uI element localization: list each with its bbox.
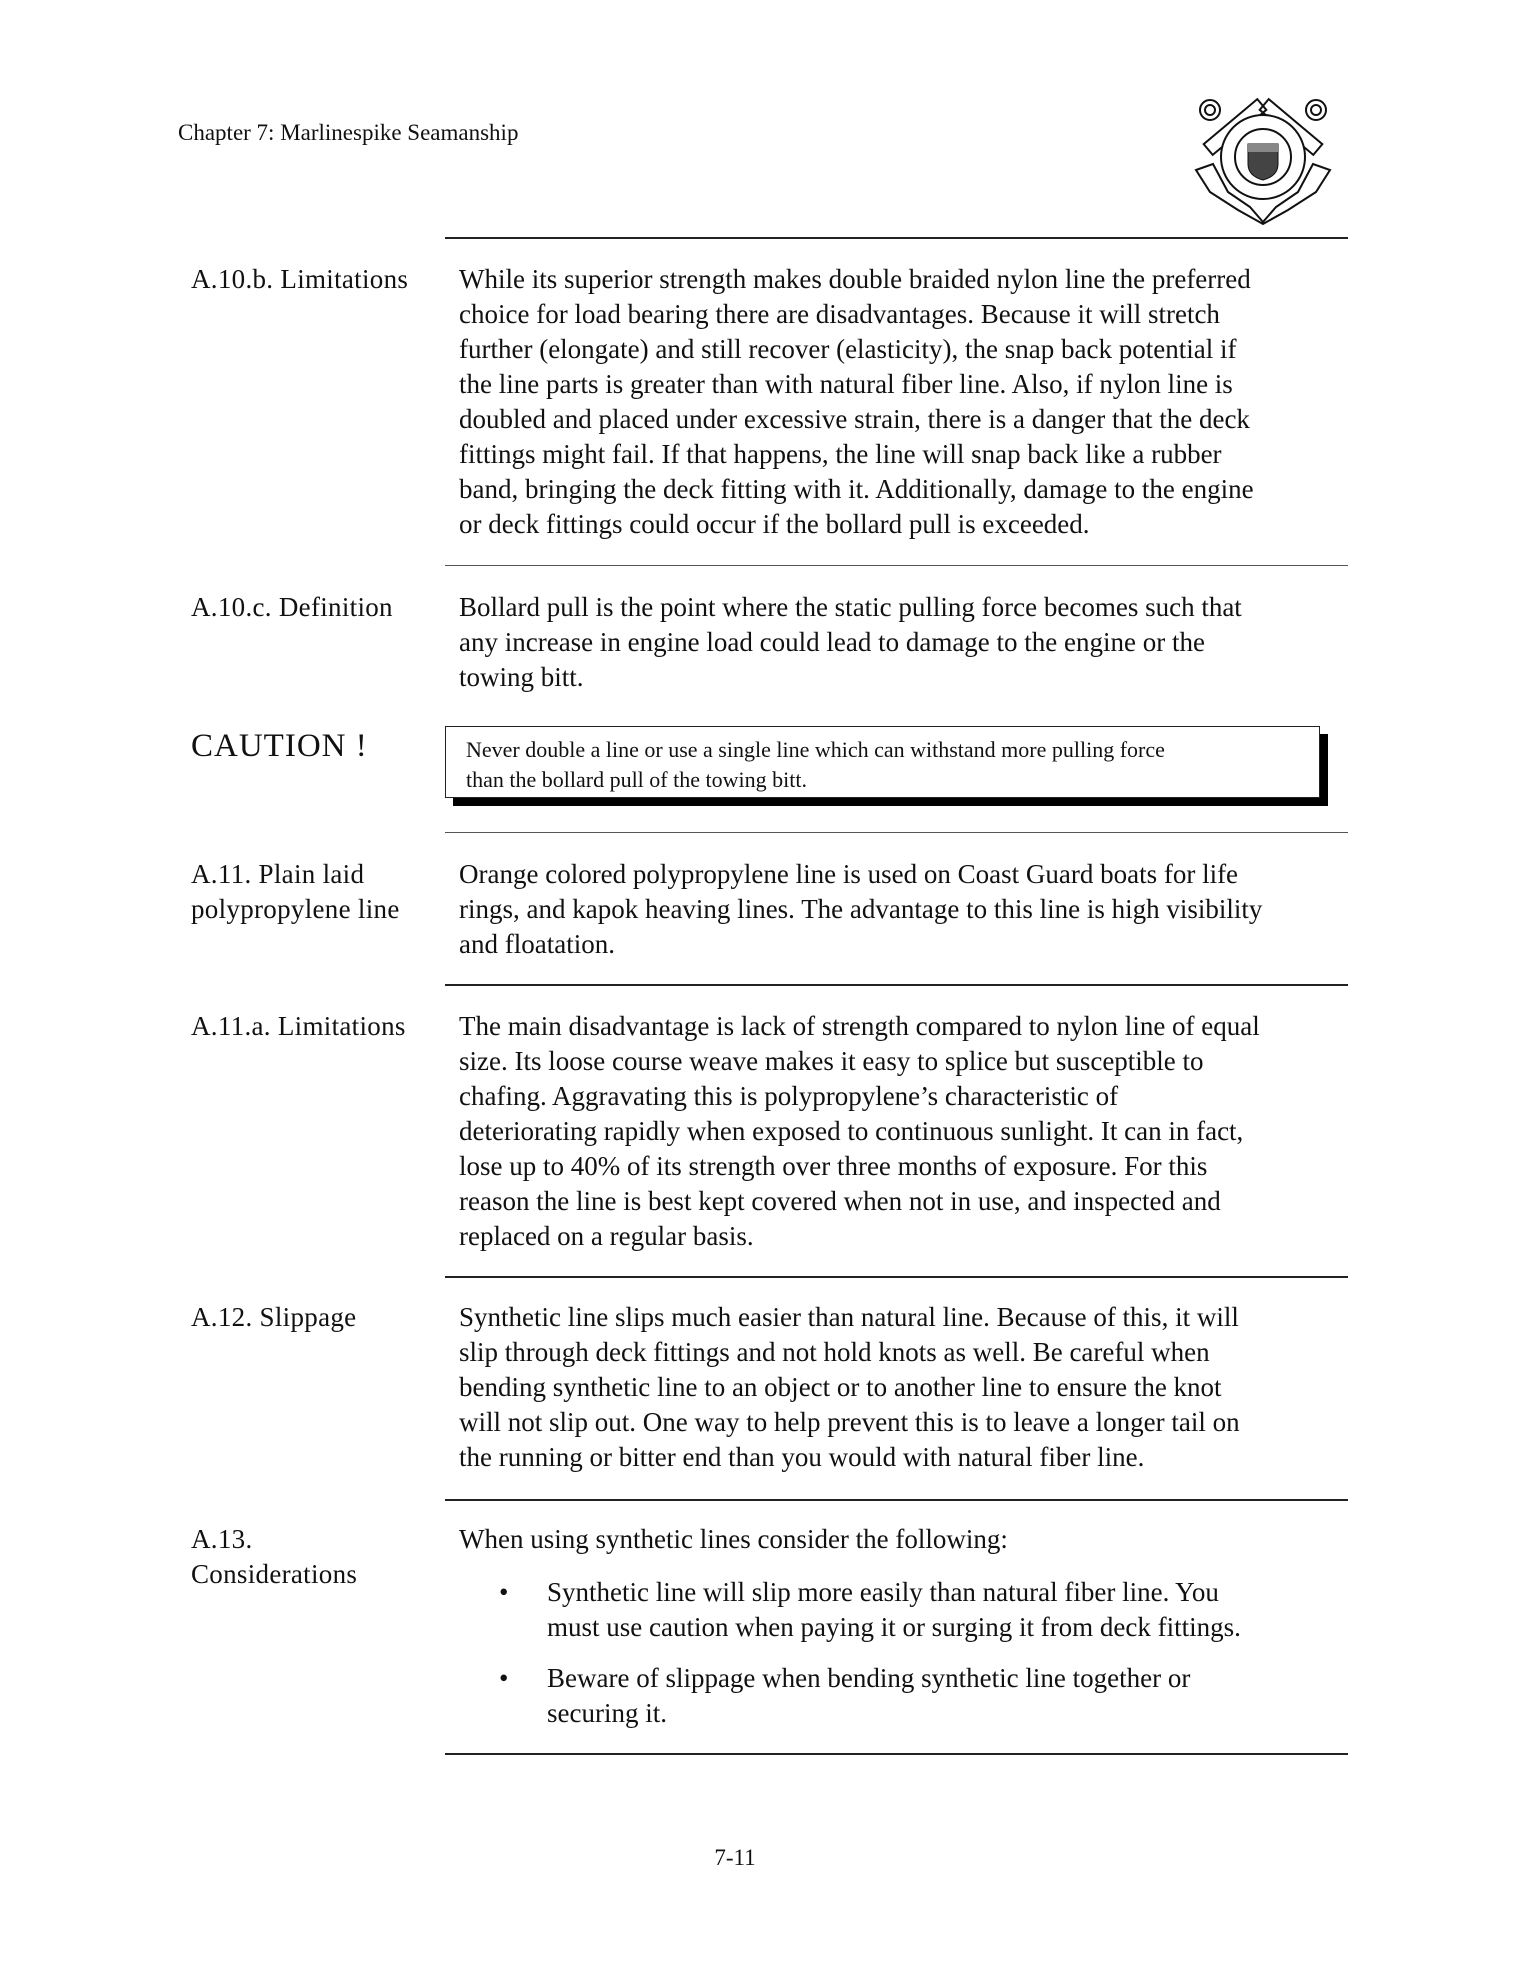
bullet-line: Synthetic line will slip more easily than natural fiber line. You	[547, 1577, 1219, 1607]
text-line: Synthetic line slips much easier than natural line. Because of this, it will	[459, 1302, 1239, 1332]
section-label-a10b	[191, 262, 408, 297]
bullet-item	[459, 1661, 1241, 1731]
text-line: the line parts is greater than with natural fiber line. Also, if nylon line is	[459, 369, 1233, 399]
section-label-a10c	[191, 590, 393, 625]
text-line: Bollard pull is the point where the static pulling force becomes such that	[459, 592, 1242, 622]
text-line: chafing. Aggravating this is polypropylene’s characteristic of	[459, 1081, 1119, 1111]
section-body-a11a	[459, 1009, 1359, 1254]
coast-guard-seal-logo	[1188, 92, 1338, 227]
caution-box	[445, 726, 1320, 798]
text-line: lose up to 40% of its strength over three months of exposure. For this	[459, 1151, 1208, 1181]
text-line: size. Its loose course weave makes it easy to splice but susceptible to	[459, 1046, 1204, 1076]
bullet-list	[459, 1575, 1241, 1747]
text-line: further (elongate) and still recover (elasticity), the snap back potential if	[459, 334, 1237, 364]
text-line: bending synthetic line to an object or to another line to ensure the knot	[459, 1372, 1222, 1402]
label-text: A.10.c. Definition	[191, 592, 393, 622]
section-divider	[445, 1499, 1348, 1501]
section-label-a11	[191, 857, 400, 927]
label-text: A.11.a. Limitations	[191, 1011, 406, 1041]
caution-text	[466, 735, 1165, 795]
label-text: A.11. Plain laid	[191, 859, 365, 889]
bullet-line: must use caution when paying it or surging it from deck fittings.	[547, 1612, 1241, 1642]
text-line: band, bringing the deck fitting with it. Additionally, damage to the engine	[459, 474, 1254, 504]
section-body-a10c	[459, 590, 1359, 695]
text-line: rings, and kapok heaving lines. The advantage to this line is high visibility	[459, 894, 1263, 924]
section-divider	[445, 1753, 1348, 1755]
section-body-a12	[459, 1300, 1359, 1475]
text-line: choice for load bearing there are disadvantages. Because it will stretch	[459, 299, 1220, 329]
section-divider	[445, 237, 1348, 239]
text-line: reason the line is best kept covered when not in use, and inspected and	[459, 1186, 1221, 1216]
bullet-icon: •	[499, 1577, 509, 1607]
text-line: While its superior strength makes double braided nylon line the preferred	[459, 264, 1251, 294]
bullet-icon: •	[499, 1663, 509, 1693]
text-line: any increase in engine load could lead to damage to the engine or the	[459, 627, 1205, 657]
section-divider	[445, 565, 1348, 566]
section-label-a12	[191, 1300, 356, 1335]
text-line: doubled and placed under excessive strain, there is a danger that the deck	[459, 404, 1250, 434]
bullet-line: Beware of slippage when bending synthetic line together or	[547, 1663, 1191, 1693]
text-line: deteriorating rapidly when exposed to continuous sunlight. It can in fact,	[459, 1116, 1244, 1146]
text-line: or deck fittings could occur if the bollard pull is exceeded.	[459, 509, 1090, 539]
text-line: than the bollard pull of the towing bitt.	[466, 767, 807, 792]
text-line: slip through deck fittings and not hold knots as well. Be careful when	[459, 1337, 1210, 1367]
section-divider	[445, 984, 1348, 986]
text-line: the running or bitter end than you would with natural fiber line.	[459, 1442, 1145, 1472]
text-line: replaced on a regular basis.	[459, 1221, 754, 1251]
chapter-header: Chapter 7: Marlinespike Seamanship	[178, 120, 519, 145]
label-text: A.12. Slippage	[191, 1302, 357, 1332]
label-text: A.10.b. Limitations	[191, 264, 409, 294]
label-text: polypropylene line	[191, 894, 400, 924]
text-line: When using synthetic lines consider the following:	[459, 1524, 1008, 1554]
section-body-a10b	[459, 262, 1359, 542]
text-line: will not slip out. One way to help prevent this is to leave a longer tail on	[459, 1407, 1240, 1437]
label-text: A.13.	[191, 1524, 253, 1554]
page-number: 7-11	[714, 1845, 756, 1870]
section-body-a13	[459, 1522, 1359, 1557]
text-line: towing bitt.	[459, 662, 584, 692]
bullet-item	[459, 1575, 1241, 1645]
section-divider	[445, 1276, 1348, 1278]
caution-heading: CAUTION !	[191, 728, 368, 764]
text-line: Orange colored polypropylene line is used on Coast Guard boats for life	[459, 859, 1239, 889]
text-line: The main disadvantage is lack of strength compared to nylon line of equal	[459, 1011, 1260, 1041]
section-body-a11	[459, 857, 1359, 962]
text-line: Never double a line or use a single line which can withstand more pulling force	[466, 737, 1165, 762]
text-line: and floatation.	[459, 929, 615, 959]
text-line: fittings might fail. If that happens, the line will snap back like a rubber	[459, 439, 1222, 469]
section-divider	[445, 832, 1348, 833]
section-label-a13	[191, 1522, 357, 1592]
section-label-a11a	[191, 1009, 406, 1044]
label-text: Considerations	[191, 1559, 358, 1589]
bullet-line: securing it.	[547, 1698, 667, 1728]
